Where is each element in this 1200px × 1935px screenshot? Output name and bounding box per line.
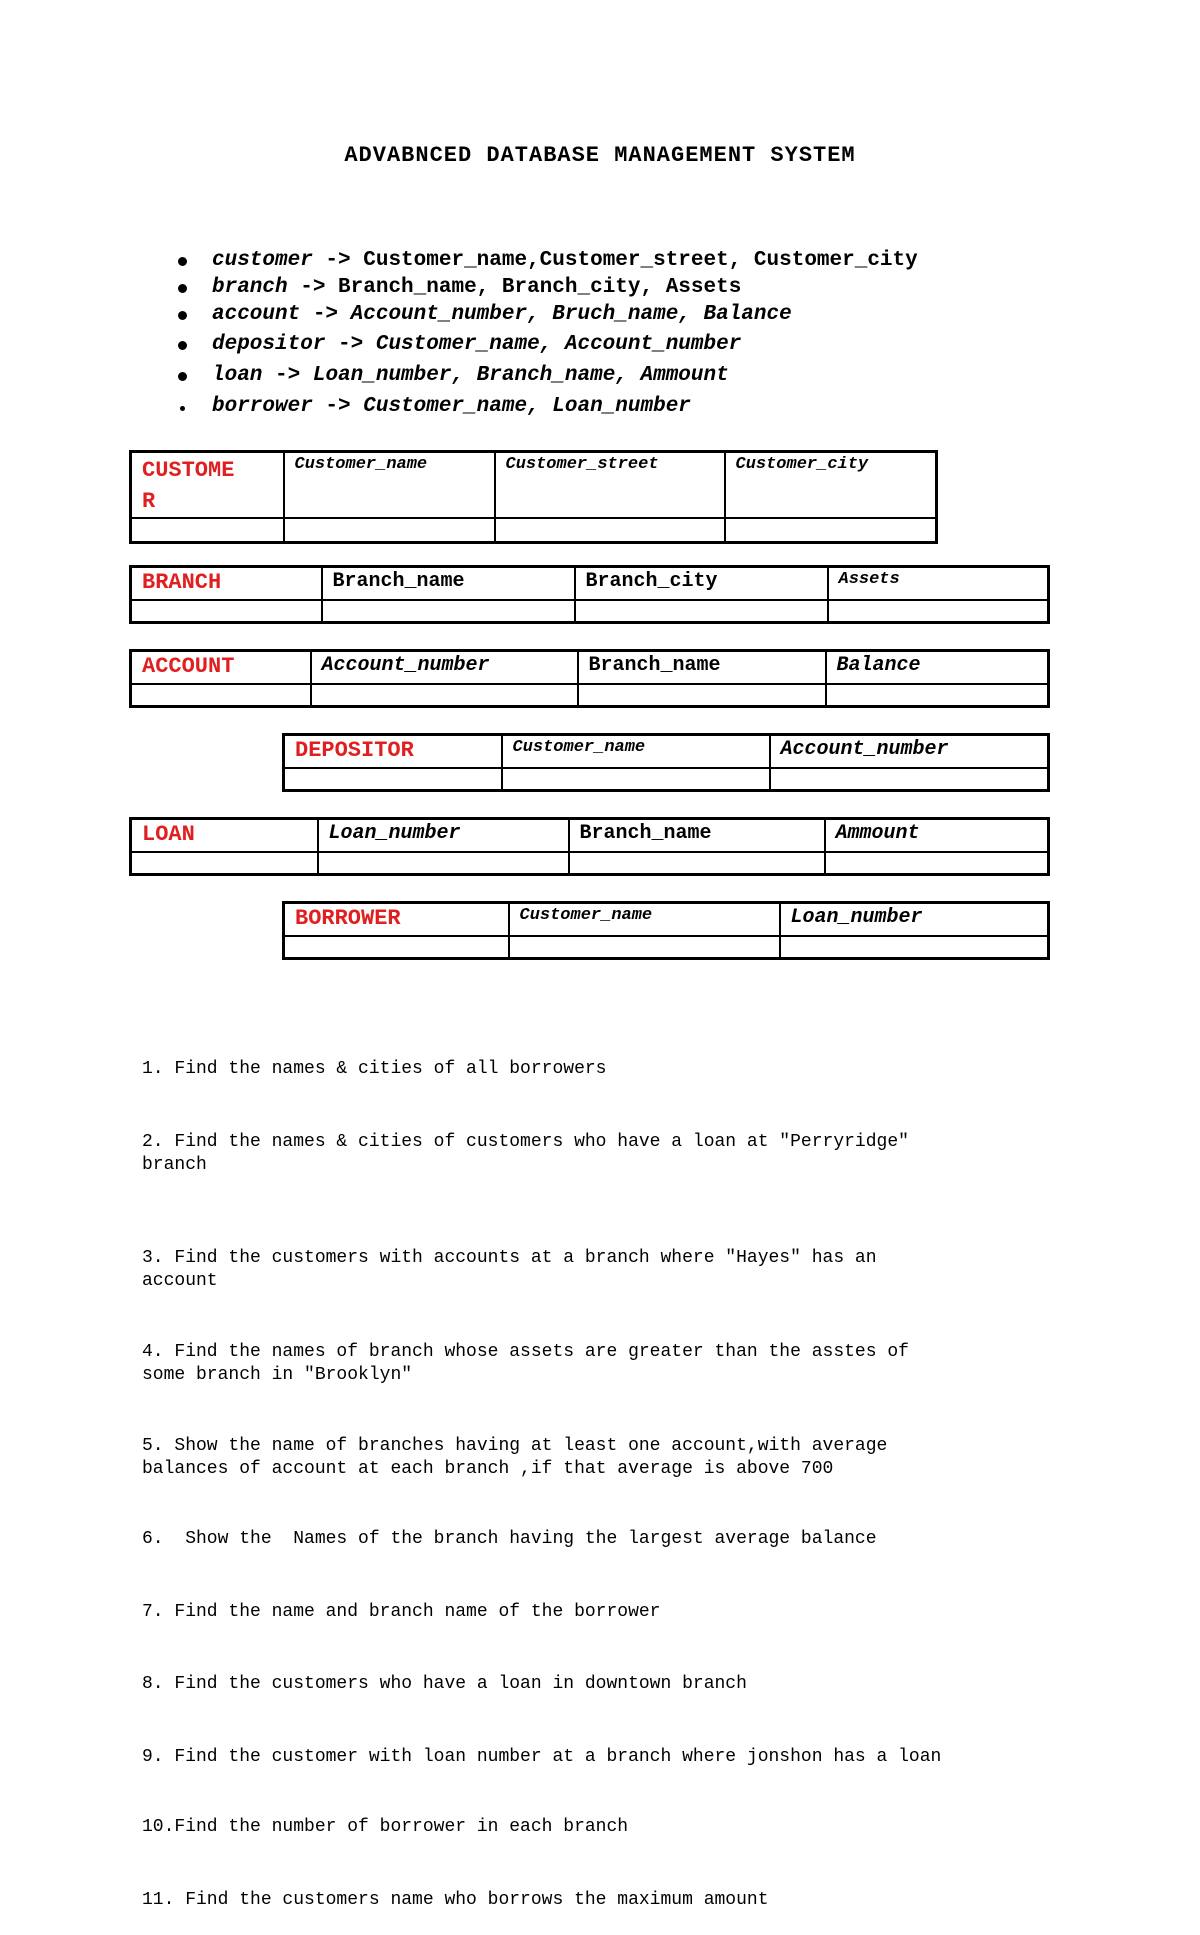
branch-table bbox=[129, 565, 1050, 624]
schema-item-borrower bbox=[170, 393, 918, 420]
schema-list bbox=[170, 247, 918, 420]
bullet-icon bbox=[178, 257, 187, 266]
column-header: Balance bbox=[826, 651, 1049, 684]
empty-cell bbox=[131, 518, 284, 542]
entity-name: loan bbox=[212, 364, 263, 387]
empty-cell bbox=[578, 684, 826, 707]
table-name: CUSTOME R bbox=[131, 452, 284, 519]
borrower-table bbox=[282, 901, 1050, 960]
page-title: ADVABNCED DATABASE MANAGEMENT SYSTEM bbox=[344, 143, 856, 168]
schema-item-account bbox=[170, 301, 918, 328]
empty-cell bbox=[284, 936, 509, 959]
column-header: Branch_name bbox=[569, 819, 825, 852]
empty-cell bbox=[311, 684, 578, 707]
empty-cell bbox=[828, 600, 1049, 623]
column-header: Customer_street bbox=[495, 452, 725, 519]
arrow: -> bbox=[325, 333, 364, 356]
empty-cell bbox=[131, 684, 311, 707]
entity-name: depositor bbox=[212, 333, 326, 356]
entity-name: branch bbox=[212, 276, 288, 299]
question-item: 2. Find the names & cities of customers who have a loan at "Perryridge" branch bbox=[142, 1132, 909, 1175]
column-header: Customer_name bbox=[502, 735, 770, 768]
empty-cell bbox=[826, 684, 1049, 707]
arrow: -> bbox=[312, 395, 351, 418]
bullet-icon bbox=[180, 406, 185, 411]
bullet-icon bbox=[178, 284, 187, 293]
column-header: Loan_number bbox=[318, 819, 569, 852]
attribute-list: Account_number, Bruch_name, Balance bbox=[350, 303, 792, 326]
schema-item-loan bbox=[170, 362, 918, 389]
empty-cell bbox=[495, 518, 725, 542]
empty-cell bbox=[318, 852, 569, 875]
attribute-list: Customer_name, Account_number bbox=[375, 333, 742, 356]
attribute-list: Loan_number, Branch_name, Ammount bbox=[312, 364, 729, 387]
attribute-list: Customer_name, Loan_number bbox=[363, 395, 691, 418]
attribute-list: Customer_name,Customer_street, Customer_city bbox=[363, 249, 918, 272]
schema-item-depositor bbox=[170, 331, 918, 358]
question-item: 5. Show the name of branches having at least one account,with average balances of account at each branch ,if that average is above 700 bbox=[142, 1436, 888, 1479]
question-list bbox=[142, 1012, 941, 1935]
column-header: Customer_name bbox=[284, 452, 495, 519]
customer-table bbox=[129, 450, 938, 544]
entity-name: account bbox=[212, 303, 301, 326]
empty-cell bbox=[284, 768, 502, 791]
table-name: BRANCH bbox=[131, 567, 322, 600]
question-item: 11. Find the customers name who borrows the maximum amount bbox=[142, 1890, 769, 1910]
empty-cell bbox=[509, 936, 780, 959]
bullet-icon bbox=[178, 341, 187, 350]
attribute-list: Branch_name, Branch_city, Assets bbox=[338, 276, 742, 299]
column-header: Account_number bbox=[770, 735, 1049, 768]
empty-cell bbox=[131, 600, 322, 623]
table-name: BORROWER bbox=[284, 903, 509, 936]
entity-name: customer bbox=[212, 249, 313, 272]
bullet-icon bbox=[178, 311, 187, 320]
column-header: Branch_name bbox=[578, 651, 826, 684]
empty-cell bbox=[322, 600, 575, 623]
arrow: -> bbox=[287, 276, 326, 299]
column-header: Account_number bbox=[311, 651, 578, 684]
arrow: -> bbox=[312, 249, 351, 272]
question-item: 1. Find the names & cities of all borrowers bbox=[142, 1059, 607, 1079]
column-header: Customer_name bbox=[509, 903, 780, 936]
empty-cell bbox=[725, 518, 937, 542]
table-name: ACCOUNT bbox=[131, 651, 311, 684]
question-item: 8. Find the customers who have a loan in downtown branch bbox=[142, 1674, 747, 1694]
column-header: Branch_name bbox=[322, 567, 575, 600]
question-item: 3. Find the customers with accounts at a branch where "Hayes" has an account bbox=[142, 1248, 877, 1291]
table-name: DEPOSITOR bbox=[284, 735, 502, 768]
empty-cell bbox=[284, 518, 495, 542]
column-header: Assets bbox=[828, 567, 1049, 600]
column-header: Loan_number bbox=[780, 903, 1049, 936]
schema-item-customer bbox=[170, 247, 918, 274]
empty-cell bbox=[780, 936, 1049, 959]
empty-cell bbox=[131, 852, 318, 875]
table-name: LOAN bbox=[131, 819, 318, 852]
column-header: Ammount bbox=[825, 819, 1049, 852]
column-header: Branch_city bbox=[575, 567, 828, 600]
empty-cell bbox=[569, 852, 825, 875]
question-item: 4. Find the names of branch whose assets are greater than the asstes of some branch in "Brooklyn" bbox=[142, 1342, 909, 1385]
entity-name: borrower bbox=[212, 395, 313, 418]
empty-cell bbox=[575, 600, 828, 623]
arrow: -> bbox=[300, 303, 339, 326]
empty-cell bbox=[502, 768, 770, 791]
depositor-table bbox=[282, 733, 1050, 792]
column-header: Customer_city bbox=[725, 452, 937, 519]
question-item: 9. Find the customer with loan number at a branch where jonshon has a loan bbox=[142, 1747, 942, 1767]
question-item: 7. Find the name and branch name of the borrower bbox=[142, 1602, 661, 1622]
bullet-icon bbox=[178, 372, 187, 381]
empty-cell bbox=[825, 852, 1049, 875]
question-item: 6. Show the Names of the branch having the largest average balance bbox=[142, 1529, 877, 1549]
empty-cell bbox=[770, 768, 1049, 791]
arrow: -> bbox=[262, 364, 301, 387]
loan-table bbox=[129, 817, 1050, 876]
question-item: 10.Find the number of borrower in each branch bbox=[142, 1817, 629, 1837]
schema-item-branch bbox=[170, 274, 918, 301]
account-table bbox=[129, 649, 1050, 708]
